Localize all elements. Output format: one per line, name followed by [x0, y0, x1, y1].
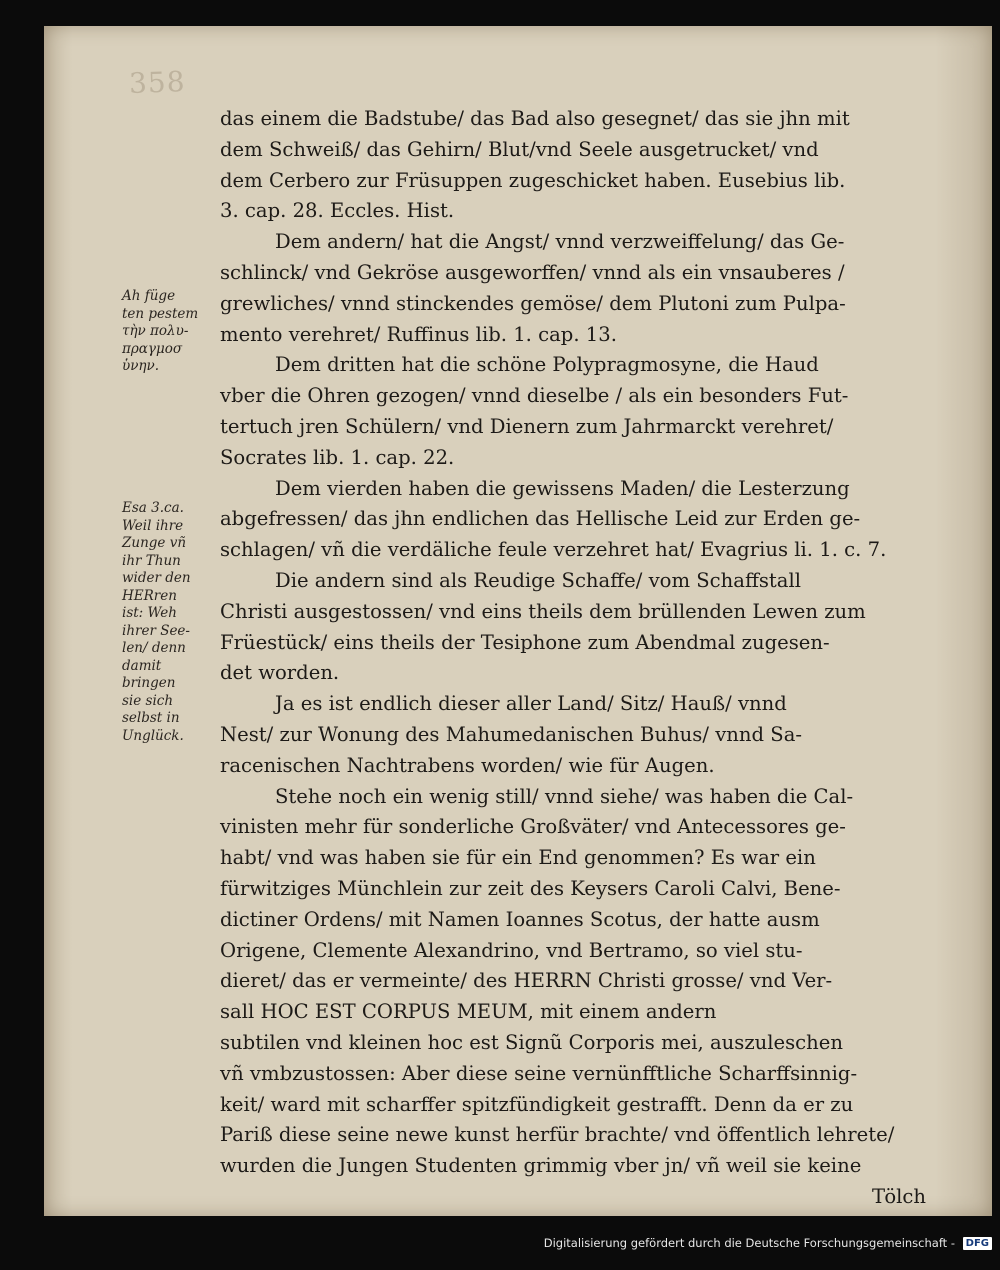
margin-note-line: Ah füge	[122, 288, 176, 304]
text-line: sall HOC EST CORPUS MEUM, mit einem andern	[220, 1000, 717, 1024]
dfg-logo: DFG	[963, 1237, 992, 1250]
text-line: abgefressen/ das jhn endlichen das Hellische Leid zur Erden ge-	[220, 507, 861, 531]
text-line: vber die Ohren gezogen/ vnnd dieselbe / als ein besonders Fut-	[220, 384, 849, 408]
text-line: Nest/ zur Wonung des Mahumedanischen Buhus/ vnnd Sa-	[220, 722, 802, 746]
margin-note-line: πραγμοσ	[122, 340, 183, 357]
text-line: habt/ vnd was haben sie für ein End genommen? Es war ein	[220, 846, 816, 870]
text-line: det worden.	[220, 661, 340, 685]
margin-note-isaiah	[122, 500, 222, 745]
text-line: vinisten mehr für sonderliche Großväter/ vnd Antecessores ge-	[220, 815, 846, 839]
margin-note-line: Esa 3.ca.	[122, 500, 184, 516]
text-line: Die andern sind als Reudige Schaffe/ vom Schaffstall	[275, 568, 802, 592]
text-line: Dem andern/ hat die Angst/ vnnd verzweiffelung/ das Ge-	[275, 230, 845, 254]
text-line: Pariß diese seine newe kunst herfür brachte/ vnd öffentlich lehrete/	[220, 1123, 895, 1147]
text-line: Stehe noch ein wenig still/ vnnd siehe/ was haben die Cal-	[275, 784, 854, 808]
margin-note-line: ihr Thun	[122, 552, 181, 569]
text-line: Früestück/ eins theils der Tesiphone zum Abendmal zugesen-	[220, 630, 830, 654]
text-line: Dem dritten hat die schöne Polypragmosyne, die Haud	[275, 353, 819, 377]
margin-note-line: wider den	[122, 570, 191, 586]
margin-note-line: sie sich	[122, 692, 174, 709]
text-line: das einem die Badstube/ das Bad also gesegnet/ das sie jhn mit	[220, 107, 850, 130]
margin-note-line: HERren	[122, 587, 177, 604]
text-line: wurden die Jungen Studenten grimmig vber jn/ vñ weil sie keine	[220, 1154, 862, 1178]
margin-note-line: Zunge vñ	[122, 535, 187, 551]
book-page	[44, 26, 992, 1216]
text-line: schlinck/ vnd Gekröse ausgeworffen/ vnnd als ein vnsauberes /	[220, 260, 845, 284]
margin-note-line: damit	[122, 657, 162, 674]
text-line: dictiner Ordens/ mit Namen Ioannes Scotus, der hatte ausm	[220, 907, 820, 931]
text-line: schlagen/ vñ die verdäliche feule verzehret hat/ Evagrius li. 1. c. 7.	[220, 538, 887, 562]
text-line: grewliches/ vnnd stinckendes gemöse/ dem Plutoni zum Pulpa-	[220, 291, 846, 315]
margin-note-line: bringen	[122, 675, 176, 691]
text-line: dem Cerbero zur Früsuppen zugeschicket haben. Eusebius lib.	[220, 168, 846, 192]
text-line: Christi ausgestossen/ vnd eins theils dem brüllenden Lewen zum	[220, 599, 866, 623]
text-line: keit/ ward mit scharffer spitzfündigkeit gestrafft. Denn da er zu	[220, 1092, 854, 1116]
text-line: racenischen Nachtrabens worden/ wie für Augen.	[220, 753, 715, 777]
page-number: 358	[128, 65, 187, 100]
margin-note-line: selbst in	[122, 710, 180, 726]
dfg-credit: Digitalisierung gefördert durch die Deutsche Forschungsgemeinschaft -	[543, 1236, 955, 1250]
footer	[0, 1236, 992, 1250]
text-line: Socrates lib. 1. cap. 22.	[220, 445, 455, 469]
margin-note-line: len/ denn	[122, 640, 186, 656]
text-line: vñ vmbzustossen: Aber diese seine vernünfftliche Scharffsinnig-	[220, 1061, 858, 1085]
text-line: Origene, Clemente Alexandrino, vnd Bertramo, so viel stu-	[220, 938, 803, 962]
margin-note-line: ὑνην.	[122, 358, 159, 374]
margin-note-line: Unglück.	[122, 727, 184, 744]
text-line: tertuch jren Schülern/ vnd Dienern zum Jahrmarckt verehret/	[220, 414, 834, 438]
text-line: dieret/ das er vermeinte/ des HERRN Christi grosse/ vnd Ver-	[220, 969, 833, 993]
text-line: mento verehret/ Ruffinus lib. 1. cap. 13.	[220, 322, 617, 346]
margin-note-greek	[122, 288, 222, 376]
catchword: Tölch	[872, 1184, 926, 1208]
margin-note-line: Weil ihre	[122, 517, 184, 534]
margin-note-line: ist: Weh	[122, 605, 177, 621]
text-line: fürwitziges Münchlein zur zeit des Keysers Caroli Calvi, Bene-	[220, 876, 841, 900]
main-text-body	[220, 104, 932, 1213]
text-line: subtilen vnd kleinen hoc est Signũ Corporis mei, auszuleschen	[220, 1030, 843, 1054]
text-line: 3. cap. 28. Eccles. Hist.	[220, 199, 455, 223]
text-line: dem Schweiß/ das Gehirn/ Blut/vnd Seele ausgetrucket/ vnd	[220, 137, 819, 161]
margin-note-line: τὴν πολυ-	[122, 323, 189, 339]
margin-note-line: ihrer See-	[122, 622, 190, 639]
text-line: Ja es ist endlich dieser aller Land/ Sitz/ Hauß/ vnnd	[275, 692, 787, 716]
margin-note-line: ten pestem	[122, 305, 199, 322]
text-line: Dem vierden haben die gewissens Maden/ die Lesterzung	[275, 476, 850, 500]
